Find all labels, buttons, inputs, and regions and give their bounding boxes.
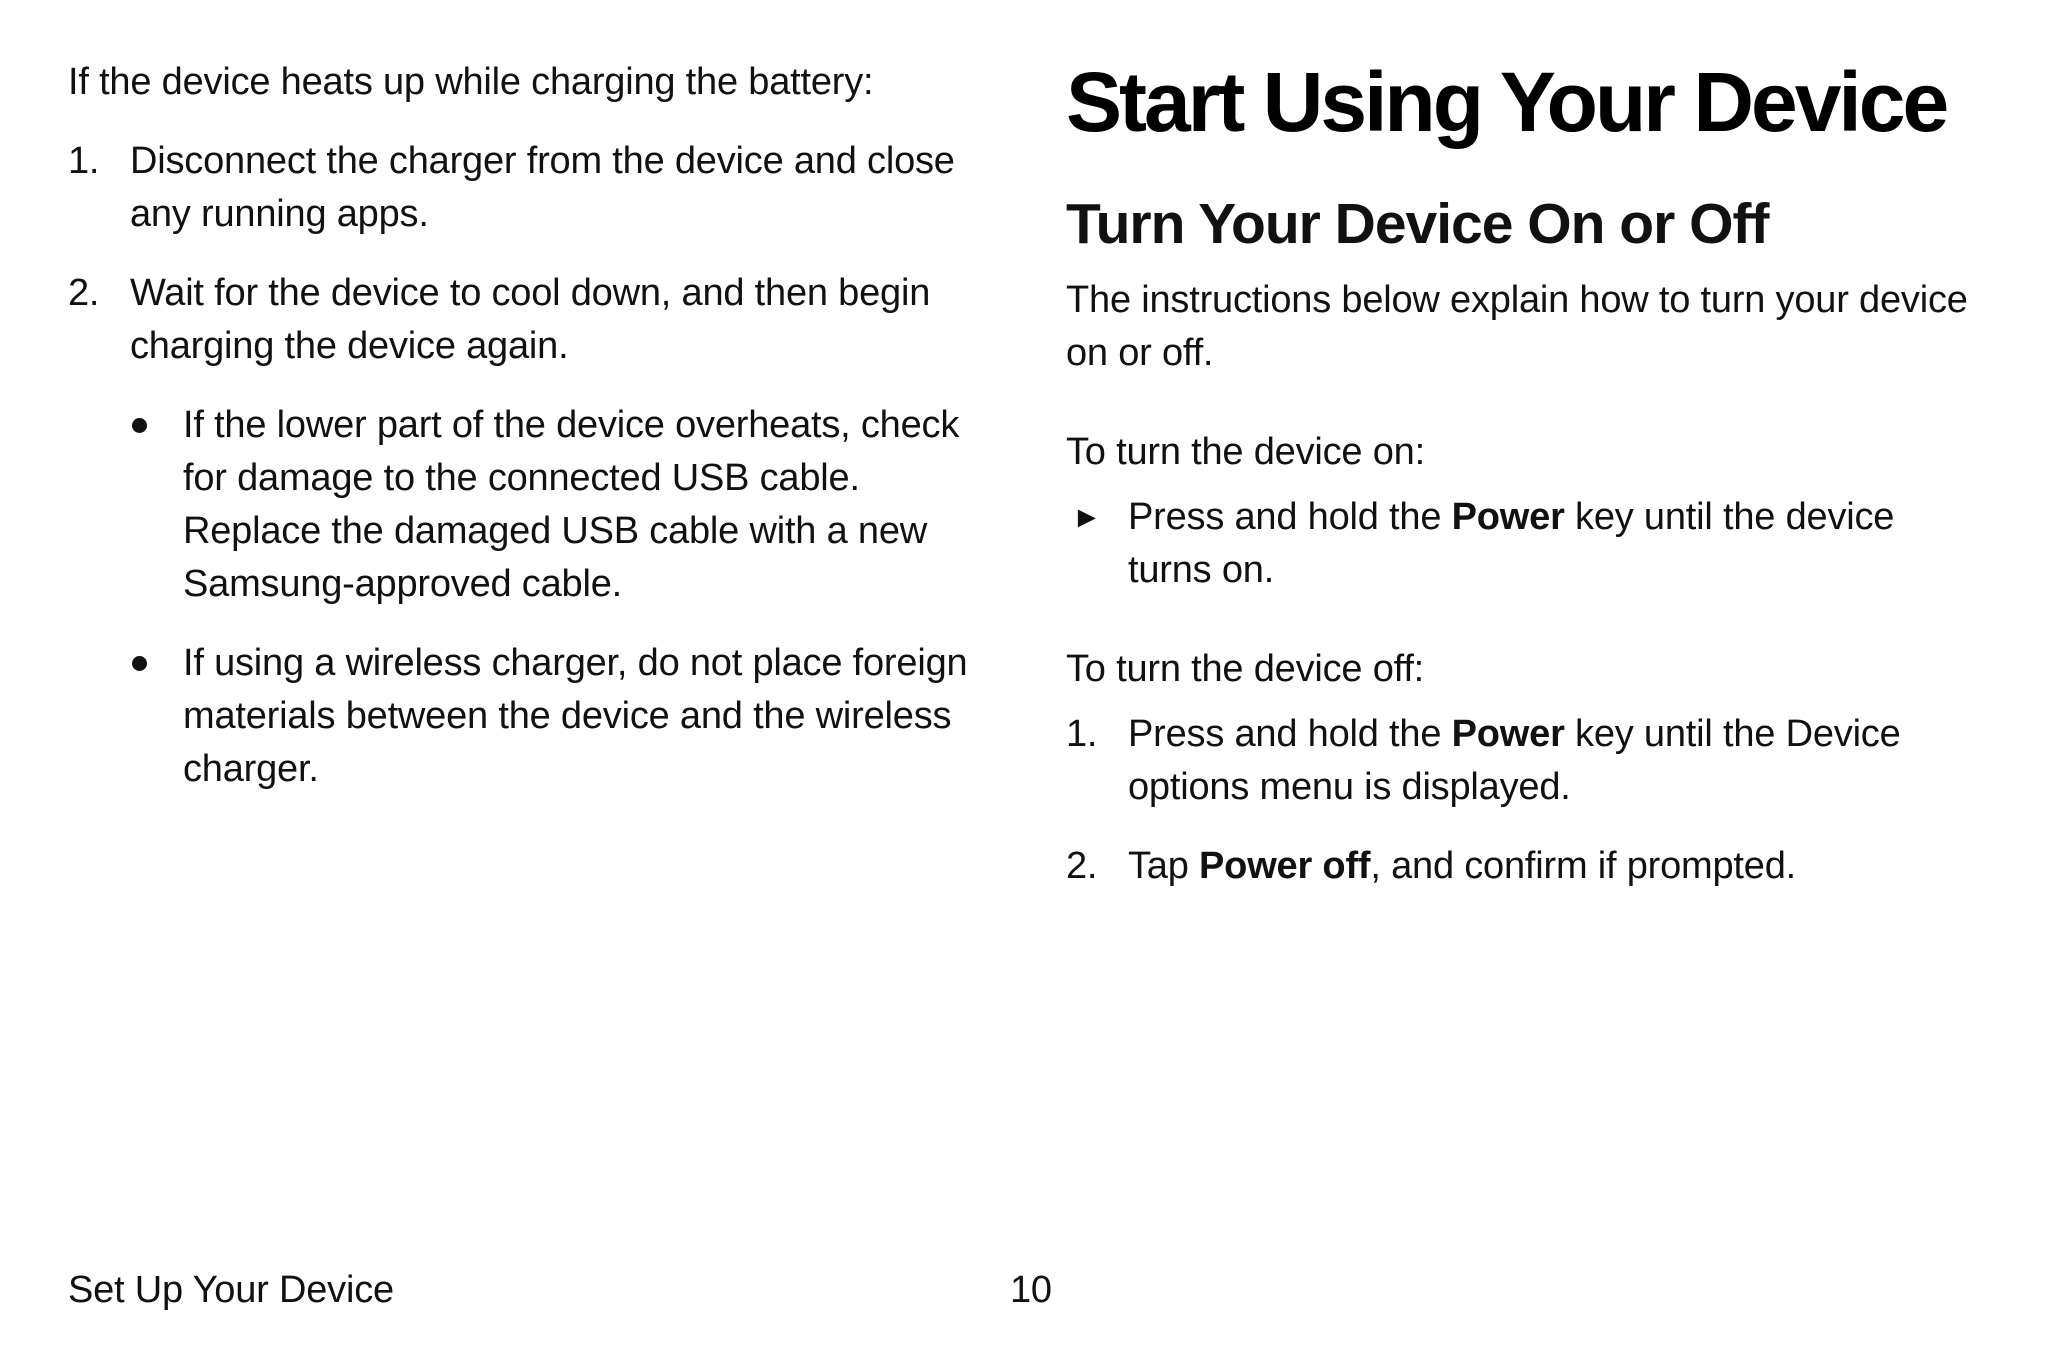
step-text: Disconnect the charger from the device and close any running apps.	[130, 140, 955, 235]
step-text-pre: Tap	[1128, 845, 1200, 887]
step-text-post: , and confirm if prompted.	[1370, 845, 1797, 887]
section-description: The instructions below explain how to turn your device on or off.	[1066, 279, 1968, 374]
overheat-steps	[68, 135, 988, 373]
overheat-bullets	[68, 399, 988, 796]
list-item	[130, 637, 988, 796]
bullet-text: If the lower part of the device overheats, check for damage to the connected USB cable. Replace the damaged USB cable with a new Samsung-approved cable.	[183, 404, 960, 605]
turn-on-label: To turn the device on:	[1066, 431, 1425, 473]
list-item	[68, 135, 988, 241]
step-text-bold: Power	[1451, 496, 1565, 538]
footer-section-name: Set Up Your Device	[68, 1269, 394, 1311]
arrow-bullet-icon: ►	[1072, 501, 1102, 534]
page-title: Start Using Your Device	[1066, 55, 1947, 149]
section-title: Turn Your Device On or Off	[1066, 192, 1769, 256]
step-number: 2.	[68, 272, 100, 314]
list-item	[68, 267, 988, 373]
step-text-pre: Press and hold the	[1128, 713, 1452, 755]
step-text-bold: Power	[1451, 713, 1565, 755]
turn-off-label: To turn the device off:	[1066, 648, 1425, 690]
bullet-text: If using a wireless charger, do not place foreign materials between the device and the wireless charger.	[183, 642, 968, 790]
step-number: 1.	[1066, 713, 1098, 755]
turn-off-steps	[1066, 708, 1986, 893]
step-text-post: key until the Device options menu is displayed.	[1128, 713, 1901, 808]
list-item	[1066, 840, 1986, 893]
right-column	[1066, 52, 1986, 919]
step-text-pre: Press and hold the	[1128, 496, 1452, 538]
page-number: 10	[1010, 1269, 1052, 1311]
step-number: 1.	[68, 140, 100, 182]
list-item	[1066, 708, 1986, 814]
step-text: Wait for the device to cool down, and then begin charging the device again.	[130, 272, 931, 367]
left-column	[68, 56, 988, 822]
list-item	[130, 399, 988, 611]
overheat-intro: If the device heats up while charging the battery:	[68, 61, 874, 103]
bullet-icon	[132, 418, 147, 433]
turn-on-step	[1066, 491, 1986, 597]
step-text-bold: Power off	[1199, 845, 1371, 887]
step-number: 2.	[1066, 845, 1098, 887]
step-text-post: key until the device turns on.	[1128, 496, 1895, 591]
bullet-icon	[132, 656, 147, 671]
